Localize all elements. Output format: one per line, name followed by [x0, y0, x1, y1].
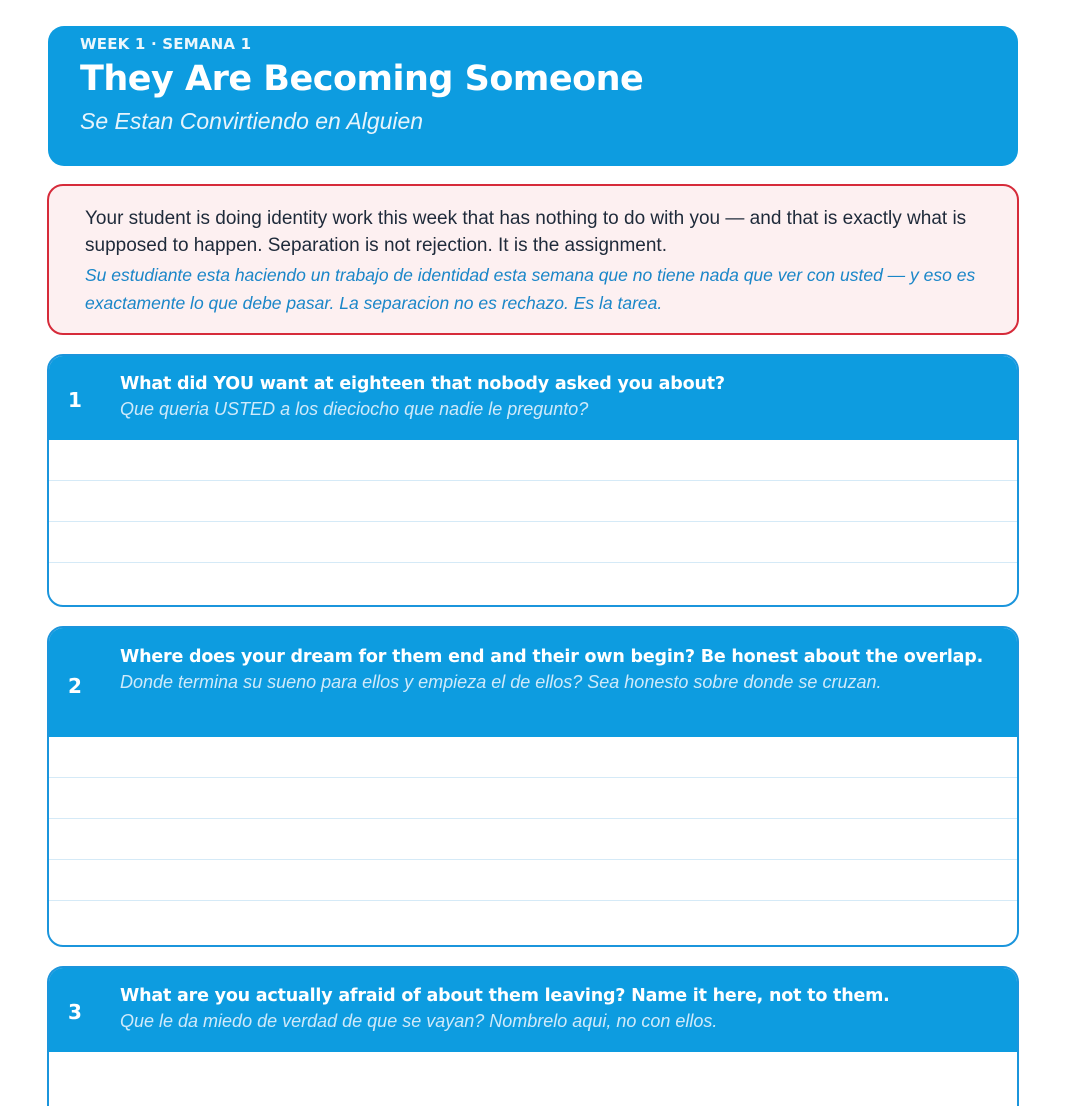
answer-area[interactable] — [49, 1052, 1017, 1093]
question-card-3 — [47, 966, 1019, 1106]
answer-line[interactable] — [49, 1052, 1017, 1093]
callout-box — [47, 184, 1019, 335]
question-header — [49, 628, 1017, 737]
page-subtitle: Se Estan Convirtiendo en Alguien — [80, 108, 424, 134]
question-text — [120, 984, 987, 1034]
question-text-en: What are you actually afraid of about them leaving? Name it here, not to them. — [120, 986, 890, 1006]
question-text-en: What did YOU want at eighteen that nobody asked you about? — [120, 374, 725, 394]
page-title: They Are Becoming Someone — [80, 59, 644, 99]
answer-line[interactable] — [49, 819, 1017, 860]
question-number: 2 — [68, 674, 82, 698]
answer-area[interactable] — [49, 440, 1017, 604]
week-header — [48, 26, 1018, 166]
answer-line[interactable] — [49, 481, 1017, 522]
answer-line[interactable] — [49, 440, 1017, 481]
question-text — [120, 372, 987, 422]
question-header — [49, 968, 1017, 1052]
answer-line[interactable] — [49, 778, 1017, 819]
week-label: WEEK 1 · SEMANA 1 — [80, 35, 252, 53]
question-text-en: Where does your dream for them end and their own begin? Be honest about the overlap. — [120, 647, 984, 667]
answer-line[interactable] — [49, 522, 1017, 563]
question-card-2 — [47, 626, 1019, 947]
callout-text-es: Su estudiante esta haciendo un trabajo de identidad esta semana que no tiene nada que ver con usted — y eso es exactamente lo que debe pasar. La separacion no es rechazo. Es la tarea. — [85, 265, 976, 313]
answer-line[interactable] — [49, 901, 1017, 942]
question-text — [120, 645, 987, 695]
question-card-1 — [47, 354, 1019, 607]
question-text-es: Donde termina su sueno para ellos y empieza el de ellos? Sea honesto sobre donde se cruzan. — [120, 672, 882, 692]
question-text-es: Que le da miedo de verdad de que se vayan? Nombrelo aqui, no con ellos. — [120, 1011, 718, 1031]
answer-line[interactable] — [49, 737, 1017, 778]
question-header — [49, 356, 1017, 440]
callout-text-en: Your student is doing identity work this week that has nothing to do with you — and that is exactly what is supposed to happen. Separation is not rejection. It is the assignment. — [85, 208, 967, 256]
question-text-es: Que queria USTED a los dieciocho que nadie le pregunto? — [120, 399, 589, 419]
answer-area[interactable] — [49, 737, 1017, 942]
question-number: 3 — [68, 1000, 82, 1024]
answer-line[interactable] — [49, 563, 1017, 604]
question-number: 1 — [68, 388, 82, 412]
answer-line[interactable] — [49, 860, 1017, 901]
